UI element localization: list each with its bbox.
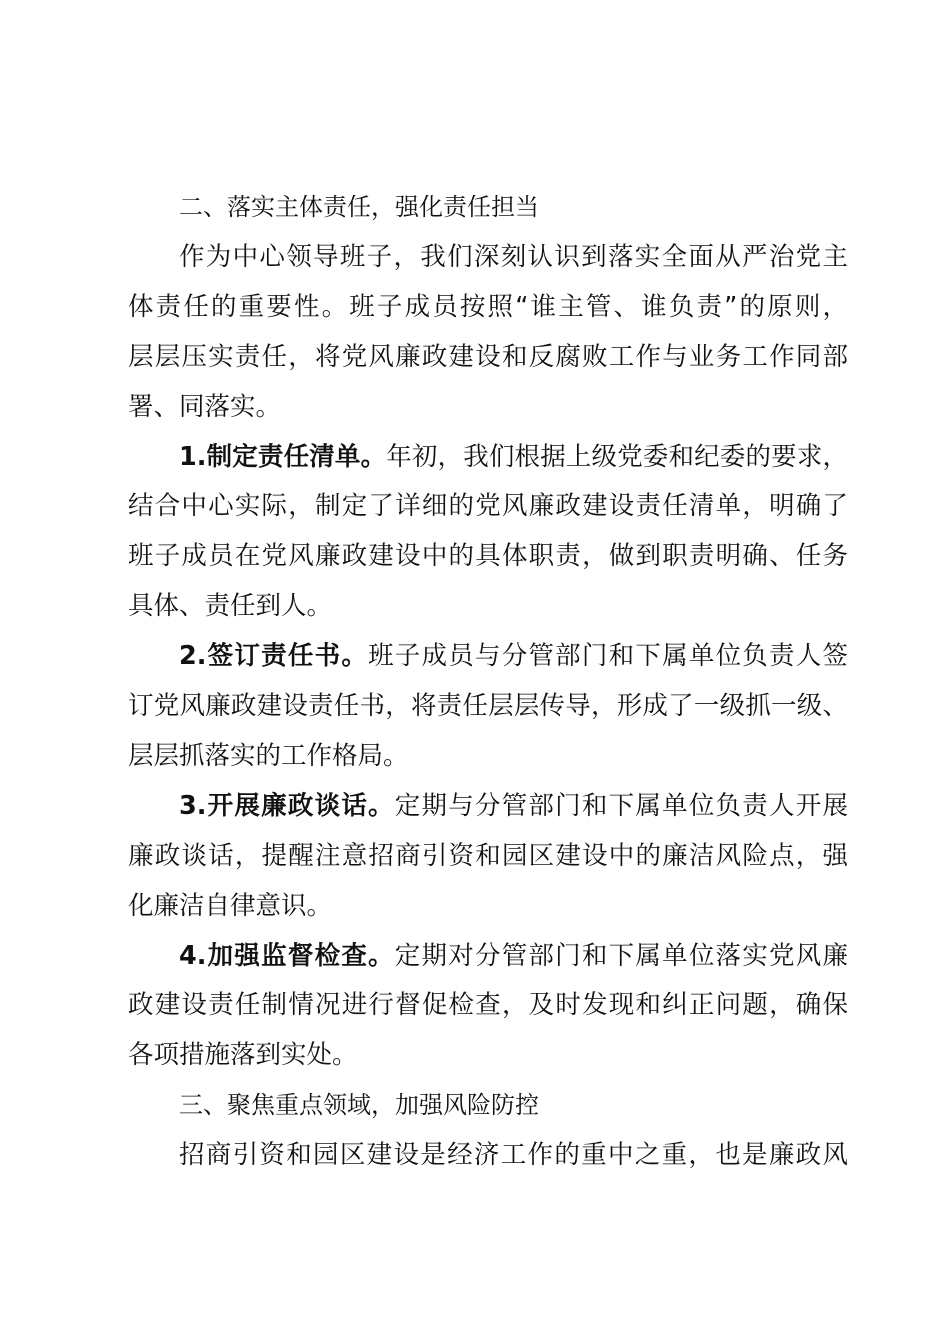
- body-text-line: [179, 232, 848, 282]
- body-text-line: [179, 631, 848, 681]
- line-text: 结合中心实际，制定了详细的党风廉政建设责任清单，明确了: [128, 491, 848, 522]
- body-text-line: [128, 731, 848, 781]
- line-text: 三、聚焦重点领域，加强风险防控: [179, 1091, 539, 1120]
- line-text: 招商引资和园区建设是经济工作的重中之重，也是廉政风: [179, 1140, 848, 1171]
- item-lead-title: 3.开展廉政谈话。: [179, 790, 395, 821]
- section-heading: [179, 182, 848, 232]
- body-text-line: [179, 781, 848, 831]
- line-text: 年初，我们根据上级党委和纪委的要求，: [386, 441, 848, 472]
- line-text: 订党风廉政建设责任书，将责任层层传导，形成了一级抓一级、: [128, 691, 848, 721]
- line-text: 作为中心领导班子，我们深刻认识到落实全面从严治党主: [179, 241, 848, 272]
- line-text: 层层压实责任，将党风廉政建设和反腐败工作与业务工作同部: [128, 341, 848, 372]
- line-text: 二、落实主体责任，强化责任担当: [179, 193, 539, 221]
- body-text-line: [128, 1030, 848, 1080]
- line-text: 班子成员与分管部门和下属单位负责人签: [368, 641, 848, 672]
- item-lead-title: 1.制定责任清单。: [179, 441, 387, 472]
- line-text: 化廉洁自律意识。: [128, 890, 333, 921]
- body-text-line: [128, 980, 848, 1030]
- body-text-line: [128, 382, 848, 432]
- line-text: 定期与分管部门和下属单位负责人开展: [394, 790, 848, 821]
- body-text-line: [179, 1130, 848, 1180]
- body-text-line: [179, 432, 848, 482]
- item-lead-title: 2.签订责任书。: [179, 641, 369, 672]
- line-text: 定期对分管部门和下属单位落实党风廉: [394, 940, 848, 971]
- line-text: 各项措施落到实处。: [128, 1040, 358, 1071]
- body-text-line: [128, 481, 848, 531]
- section-heading: [179, 1080, 848, 1130]
- line-text: 政建设责任制情况进行督促检查，及时发现和纠正问题，确保: [128, 990, 848, 1021]
- item-lead-title: 4.加强监督检查。: [179, 940, 395, 971]
- line-text: 班子成员在党风廉政建设中的具体职责，做到职责明确、任务: [128, 541, 848, 572]
- line-text: 体责任的重要性。班子成员按照“谁主管、谁负责”的原则，: [128, 291, 848, 322]
- body-text-line: [179, 931, 848, 981]
- body-text-line: [128, 332, 848, 382]
- line-text: 具体、责任到人。: [128, 591, 333, 622]
- line-text: 署、同落实。: [128, 391, 282, 422]
- body-text-line: [128, 681, 848, 731]
- body-text-line: [128, 881, 848, 931]
- body-text-line: [128, 531, 848, 581]
- body-text-line: [128, 282, 848, 332]
- body-text-line: [128, 831, 848, 881]
- line-text: 廉政谈话，提醒注意招商引资和园区建设中的廉洁风险点，强: [128, 840, 848, 871]
- line-text: 层层抓落实的工作格局。: [128, 740, 409, 771]
- body-text-line: [128, 581, 848, 631]
